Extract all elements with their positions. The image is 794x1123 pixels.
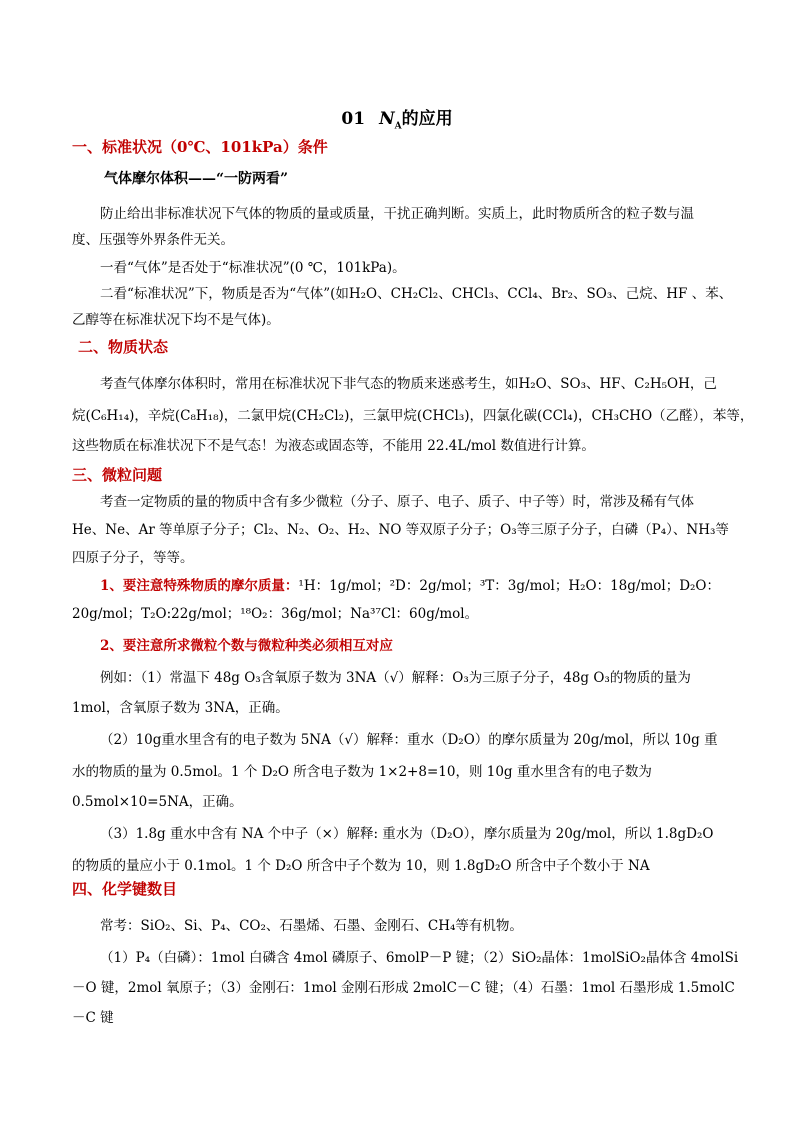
section3-heading: 三、微粒问题 (72, 466, 163, 484)
section4-p2c: －C 键 (72, 1010, 114, 1026)
section3-sub2-title-text: 2、要注意所求微粒个数与微粒种类必须相互对应 (100, 638, 393, 654)
page-title: 01 $N_A$的应用 (341, 109, 453, 132)
example3-line-b: 的物质的量应小于 0.1mol。1 个 D₂O 所含中子个数为 10，则 1.8gD₂O 所含中子个数小于 NA (72, 858, 650, 874)
section4-p1: 常考：SiO₂、Si、P₄、CO₂、石墨烯、石墨、金刚石、CH₄等有机物。 (100, 918, 523, 934)
section1-subheading: 气体摩尔体积——“一防两看” (104, 171, 289, 187)
section1-p1a: 防止给出非标准状况下气体的物质的量或质量，干扰正确判断。实质上，此时物质所含的粒子数与温 (100, 206, 694, 222)
section1-p3a: 二看“标准状况”下，物质是否为“气体”(如H₂O、CH₂Cl₂、CHCl₃、CCl₄、Br₂、SO₃、己烷、HF 、苯、 (100, 286, 733, 302)
section1-heading: 一、标准状况（0℃、101kPa）条件 (72, 138, 328, 156)
section4-p2a: （1）P₄（白磷）：1mol 白磷含 4mol 磷原子、6molP－P 键；（2）SiO₂晶体：1molSiO₂晶体含 4molSi (100, 950, 739, 966)
example1-line-a: 例如：（1）常温下 48g O₃含氧原子数为 3NA（√）解释：O₃为三原子分子，48g O₃的物质的量为 (100, 670, 691, 686)
section3-p1b: He、Ne、Ar 等单原子分子；Cl₂、N₂、O₂、H₂、NO 等双原子分子；O₃等三原子分子，白磷（P₄）、NH₃等 (72, 522, 729, 538)
section1-p1b: 度、压强等外界条件无关。 (72, 232, 234, 248)
section2-p1a: 考查气体摩尔体积时，常用在标准状况下非气态的物质来迷惑考生，如H₂O、SO₃、HF、C₂H₅OH，己 (100, 376, 717, 392)
example2-line-b: 水的物质的量为 0.5mol。1 个 D₂O 所含电子数为 1×2+8=10，则 10g 重水里含有的电子数为 (72, 764, 652, 780)
section3-p1a: 考查一定物质的量的物质中含有多少微粒（分子、原子、电子、质子、中子等）时，常涉及稀有气体 (100, 494, 694, 510)
title-number: 01 (341, 109, 366, 129)
section2-p1c: 这些物质在标准状况下不是气态！为液态或固态等，不能用 22.4L/mol 数值进行计算。 (72, 438, 595, 454)
example3-line-a: （3）1.8g 重水中含有 NA 个中子（×）解释: 重水为（D₂O），摩尔质量为 20g/mol，所以 1.8gD₂O (100, 826, 714, 842)
section3-sub1-title: 1、要注意特殊物质的摩尔质量： (100, 578, 299, 594)
example1-line-b: 1mol，含氧原子数为 3NA，正确。 (72, 700, 289, 716)
section4-heading: 四、化学键数目 (72, 880, 178, 898)
section3-sub1 (100, 574, 720, 594)
section3-sub1b: 20g/mol；T₂O:22g/mol；¹⁸O₂：36g/mol；Na³⁷Cl：60g/mol。 (72, 606, 479, 622)
section4-p2b: －O 键，2mol 氧原子；（3）金刚石：1mol 金刚石形成 2molC－C 键；（4）石墨：1mol 石墨形成 1.5molC (72, 980, 735, 996)
section3-sub2-title (100, 634, 393, 654)
section2-heading: 二、物质状态 (78, 338, 169, 356)
section3-sub1-rest: ¹H：1g/mol；²D：2g/mol；³T：3g/mol；H₂O：18g/mol；D₂O： (298, 578, 720, 594)
title-text: 的应用 (401, 109, 453, 129)
example2-line-a: （2）10g重水里含有的电子数为 5NA（√）解释：重水（D₂O）的摩尔质量为 20g/mol，所以 10g 重 (100, 732, 718, 748)
section3-p1c: 四原子分子，等等。 (72, 550, 194, 566)
example2-line-c: 0.5mol×10=5NA，正确。 (72, 794, 243, 810)
section1-p2: 一看“气体”是否处于“标准状况”(0 ℃，101kPa)。 (100, 260, 406, 276)
section2-p1b: 烷(C₆H₁₄)，辛烷(C₈H₁₈)，二氯甲烷(CH₂Cl₂)，三氯甲烷(CHCl₃)，四氯化碳(CCl₄)，CH₃CHO（乙醛），苯等， (72, 408, 754, 424)
section1-p3b: 乙醇等在标准状况下均不是气体)。 (72, 312, 280, 328)
